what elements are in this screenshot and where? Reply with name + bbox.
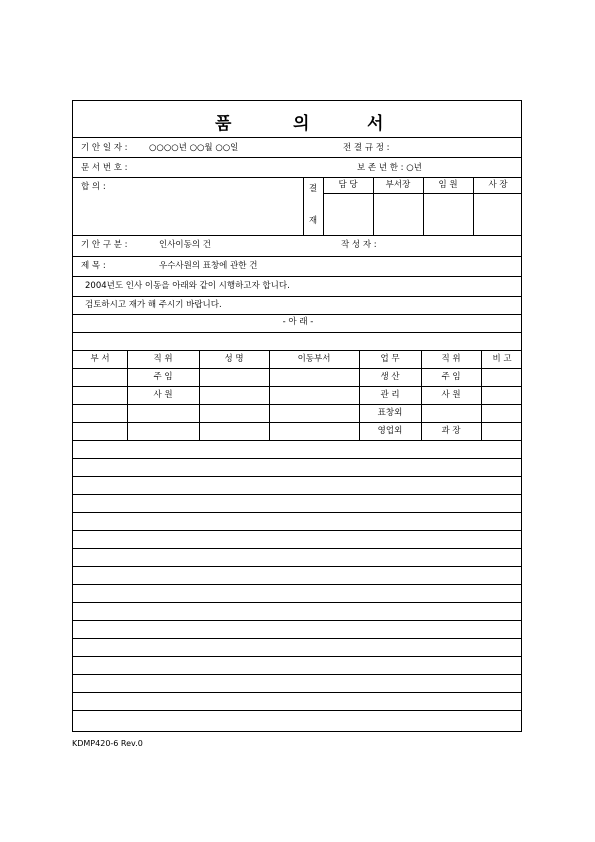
table-cell: 생 산 <box>380 372 400 382</box>
th-name: 성 명 <box>224 354 244 364</box>
approval-col-3: 임 원 <box>438 180 458 190</box>
title-char-2: 의 <box>293 114 310 134</box>
retention-label: 보 존 년 한 : ○년 <box>357 163 422 173</box>
draft-date-value: ○○○○년 ○○월 ○○일 <box>149 143 239 153</box>
title-char-3: 서 <box>367 114 384 134</box>
document-code: KDMP420-6 Rev.0 <box>72 739 143 748</box>
table-cell: 관 리 <box>380 390 400 400</box>
th-position: 직 위 <box>153 354 173 364</box>
approval-col-4: 사 장 <box>488 180 508 190</box>
below-heading: - 아 래 - <box>282 317 314 327</box>
table-cell: 영업외 <box>377 426 403 436</box>
table-cell: 사 원 <box>441 390 461 400</box>
approval-form <box>72 100 522 732</box>
table-cell: 주 임 <box>441 372 461 382</box>
approval-col-2: 부서장 <box>385 180 411 190</box>
th-remarks: 비 고 <box>492 354 512 364</box>
doc-no-label: 문 서 번 호 : <box>81 163 128 173</box>
body-line-2: 검토하시고 재가 해 주시기 바랍니다. <box>85 300 222 310</box>
approval-col-1: 담 당 <box>338 180 358 190</box>
draft-date-label: 기 안 일 자 : <box>81 143 128 153</box>
table-cell: 과 장 <box>441 426 461 436</box>
rule-label: 전 결 규 정 : <box>343 143 390 153</box>
title-char-1: 품 <box>215 114 232 134</box>
body-line-1: 2004년도 인사 이동을 아래와 같이 시행하고자 합니다. <box>85 281 290 291</box>
table-cell: 표창외 <box>377 408 403 418</box>
table-cell: 사 원 <box>153 390 173 400</box>
category-label: 기 안 구 분 : <box>81 240 128 250</box>
table-cell: 주 임 <box>153 372 173 382</box>
th-dept: 부 서 <box>90 354 110 364</box>
subject-value: 우수사원의 표창에 관한 건 <box>159 261 258 271</box>
th-move-dept: 이동부서 <box>297 354 331 364</box>
th-position-2: 직 위 <box>441 354 461 364</box>
category-value: 인사이동의 건 <box>159 240 211 250</box>
th-duty: 업 무 <box>380 354 400 364</box>
approval-label-top: 결 <box>308 184 318 194</box>
form-title <box>73 109 521 134</box>
subject-label: 제 목 : <box>81 261 106 271</box>
author-label: 작 성 자 : <box>341 240 377 250</box>
consult-label: 합 의 : <box>81 182 106 192</box>
approval-label-bottom: 재 <box>308 216 318 226</box>
